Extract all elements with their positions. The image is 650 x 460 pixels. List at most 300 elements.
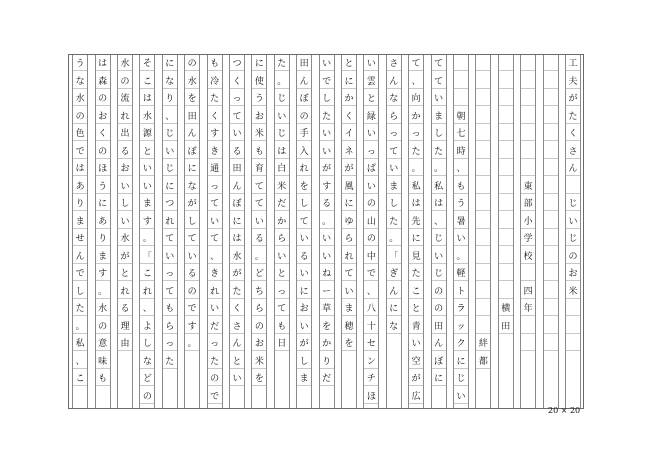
grid-cell: 田 <box>432 320 446 334</box>
grid-cell: じ <box>566 197 580 211</box>
grid-cell: く <box>230 302 244 316</box>
grid-cell: あ <box>96 215 110 229</box>
grid-cell: じ <box>432 232 446 246</box>
grid-cell: い <box>275 250 289 264</box>
grid-cell: 田 <box>499 320 513 334</box>
grid-cell: り <box>320 355 334 369</box>
grid-cell: い <box>118 215 132 229</box>
grid-cell: れ <box>163 215 177 229</box>
grid-cell: 見 <box>409 250 423 264</box>
grid-cell: い <box>320 232 334 246</box>
grid-cell <box>521 110 535 124</box>
grid-cell <box>499 250 513 264</box>
grid-cell: が <box>320 162 334 176</box>
grid-cell: は <box>96 57 110 71</box>
grid-cell: た <box>320 110 334 124</box>
grid-cell: は <box>230 232 244 246</box>
grid-cell <box>476 232 490 246</box>
grid-cell: い <box>342 285 356 299</box>
grid-cell: い <box>432 92 446 106</box>
grid-cell <box>544 215 558 229</box>
grid-cell: が <box>566 92 580 106</box>
grid-cell: 、 <box>73 355 87 369</box>
grid-cell: そ <box>140 57 154 71</box>
grid-cell: な <box>387 92 401 106</box>
grid-cell: い <box>252 215 266 229</box>
grid-cell: き <box>208 267 222 281</box>
grid-cell: と <box>140 145 154 159</box>
grid-cell: 。 <box>409 162 423 176</box>
grid-cell: の <box>566 250 580 264</box>
grid-cell: 。 <box>432 162 446 176</box>
grid-cell: と <box>118 267 132 281</box>
grid-cell: て <box>230 110 244 124</box>
grid-cell: 空 <box>409 355 423 369</box>
grid-cell <box>499 232 513 246</box>
grid-cell: る <box>230 145 244 159</box>
grid-cell: と <box>275 267 289 281</box>
grid-cell: セ <box>364 337 378 351</box>
grid-cell: た <box>387 215 401 229</box>
grid-cell: ん <box>387 75 401 89</box>
grid-cell: 米 <box>275 180 289 194</box>
grid-cell: し <box>118 197 132 211</box>
grid-cell: チ <box>364 372 378 386</box>
grid-cell: イ <box>342 127 356 141</box>
grid-cell: し <box>387 197 401 211</box>
grid-cell: い <box>297 320 311 334</box>
grid-cell: り <box>96 232 110 246</box>
grid-cell: ほ <box>96 162 110 176</box>
grid-cell: 手 <box>297 127 311 141</box>
grid-cell: が <box>185 197 199 211</box>
grid-cell: の <box>364 197 378 211</box>
grid-cell: い <box>163 250 177 264</box>
grid-cell: 。 <box>73 320 87 334</box>
grid-cell: し <box>297 197 311 211</box>
grid-cell: 白 <box>275 162 289 176</box>
grid-cell: う <box>73 57 87 71</box>
grid-cell: に <box>342 197 356 211</box>
grid-cell: て <box>432 75 446 89</box>
grid-cell: に <box>409 232 423 246</box>
grid-cell <box>476 267 490 281</box>
grid-cell: 使 <box>252 75 266 89</box>
grid-cell <box>521 320 535 334</box>
grid-cell: 私 <box>73 337 87 351</box>
grid-cell: ど <box>140 372 154 386</box>
grid-cell: 、 <box>208 250 222 264</box>
grid-cell: 米 <box>252 127 266 141</box>
grid-cell: 意 <box>96 337 110 351</box>
grid-cell: 草 <box>320 302 334 316</box>
grid-cell: お <box>297 302 311 316</box>
grid-cell: せ <box>73 232 87 246</box>
grid-cell: て <box>185 232 199 246</box>
grid-cell: で <box>73 145 87 159</box>
grid-cell: 先 <box>409 215 423 229</box>
grid-cell: ラ <box>454 302 468 316</box>
grid-cell <box>521 145 535 159</box>
grid-cell: の <box>208 372 222 386</box>
grid-cell: 中 <box>364 250 378 264</box>
grid-cell: た <box>275 57 289 71</box>
manuscript-column <box>117 55 133 408</box>
manuscript-column <box>520 55 536 408</box>
grid-cell: 校 <box>521 250 535 264</box>
grid-cell <box>476 302 490 316</box>
grid-cell: て <box>342 267 356 281</box>
grid-cell: く <box>96 127 110 141</box>
grid-cell <box>476 180 490 194</box>
grid-cell: お <box>118 162 132 176</box>
grid-cell: さ <box>566 145 580 159</box>
grid-cell: 水 <box>73 92 87 106</box>
grid-cell: い <box>297 267 311 281</box>
grid-cell: て <box>208 197 222 211</box>
grid-cell: ん <box>297 75 311 89</box>
grid-cell: れ <box>342 250 356 264</box>
grid-cell <box>499 197 513 211</box>
grid-cell <box>476 197 490 211</box>
grid-cell: の <box>297 110 311 124</box>
grid-cell: 由 <box>118 337 132 351</box>
grid-cell: ぼ <box>297 92 311 106</box>
manuscript-column <box>498 55 514 408</box>
grid-cell: ま <box>73 215 87 229</box>
grid-cell: い <box>185 250 199 264</box>
grid-cell: の <box>185 57 199 71</box>
grid-cell: ん <box>185 127 199 141</box>
grid-cell: い <box>208 215 222 229</box>
grid-cell: た <box>230 285 244 299</box>
grid-cell: い <box>364 180 378 194</box>
grid-cell: れ <box>118 285 132 299</box>
grid-cell: じ <box>566 232 580 246</box>
grid-cell <box>544 92 558 106</box>
grid-cell: だ <box>275 197 289 211</box>
grid-cell <box>476 145 490 159</box>
grid-cell: も <box>163 302 177 316</box>
grid-cell: 八 <box>364 302 378 316</box>
grid-cell: 田 <box>297 57 311 71</box>
grid-cell: 水 <box>118 232 132 246</box>
grid-cell: の <box>432 285 446 299</box>
grid-cell: す <box>320 180 334 194</box>
grid-cell: じ <box>275 92 289 106</box>
grid-cell: も <box>208 57 222 71</box>
grid-cell <box>521 162 535 176</box>
grid-cell: す <box>96 267 110 281</box>
manuscript-column <box>162 55 178 408</box>
grid-cell: 水 <box>96 302 110 316</box>
grid-cell: ら <box>387 110 401 124</box>
grid-cell: 年 <box>521 302 535 316</box>
grid-cell <box>544 232 558 246</box>
grid-cell: ど <box>252 267 266 281</box>
grid-cell <box>566 180 580 194</box>
grid-cell: 。 <box>275 75 289 89</box>
grid-cell <box>544 267 558 281</box>
grid-size-label: 20 × 20 <box>548 406 581 415</box>
grid-cell: で <box>364 267 378 281</box>
grid-cell: ぼ <box>432 355 446 369</box>
grid-cell: い <box>566 215 580 229</box>
grid-cell: と <box>342 57 356 71</box>
grid-cell: し <box>297 355 311 369</box>
grid-cell: る <box>185 267 199 281</box>
grid-cell: 米 <box>252 355 266 369</box>
grid-cell: 東 <box>521 180 535 194</box>
grid-cell: と <box>230 355 244 369</box>
grid-cell: た <box>566 110 580 124</box>
grid-cell: 時 <box>454 145 468 159</box>
grid-cell <box>521 57 535 71</box>
grid-cell: 田 <box>185 110 199 124</box>
grid-cell: い <box>364 57 378 71</box>
grid-cell: て <box>275 302 289 316</box>
grid-cell: お <box>252 337 266 351</box>
grid-cell <box>476 320 490 334</box>
grid-cell: で <box>73 267 87 281</box>
grid-cell: で <box>208 390 222 404</box>
grid-cell: 青 <box>409 320 423 334</box>
grid-cell: っ <box>163 267 177 281</box>
grid-cell: り <box>163 92 177 106</box>
grid-cell: は <box>409 197 423 211</box>
grid-cell: が <box>230 267 244 281</box>
grid-cell: も <box>252 145 266 159</box>
grid-cell: 都 <box>476 355 490 369</box>
grid-cell: に <box>163 57 177 71</box>
grid-cell: 軽 <box>454 267 468 281</box>
grid-cell <box>544 337 558 351</box>
grid-cell: ら <box>163 320 177 334</box>
grid-cell: 「 <box>140 250 154 264</box>
grid-cell <box>544 250 558 264</box>
grid-cell: を <box>185 92 199 106</box>
grid-cell: て <box>163 285 177 299</box>
grid-cell: 出 <box>118 127 132 141</box>
grid-cell: に <box>432 372 446 386</box>
grid-cell: ま <box>387 180 401 194</box>
grid-cell: 。 <box>96 285 110 299</box>
grid-cell <box>476 110 490 124</box>
manuscript-column <box>184 55 200 408</box>
manuscript-column <box>207 55 223 408</box>
grid-cell <box>454 75 468 89</box>
grid-cell: の <box>185 285 199 299</box>
grid-cell: 。 <box>454 250 468 264</box>
grid-cell: 暑 <box>454 215 468 229</box>
grid-cell: い <box>230 127 244 141</box>
grid-cell: 、 <box>364 285 378 299</box>
grid-cell: い <box>409 337 423 351</box>
grid-cell: 水 <box>185 75 199 89</box>
grid-cell: さ <box>387 57 401 71</box>
grid-cell: ん <box>566 162 580 176</box>
grid-cell: の <box>140 390 154 404</box>
manuscript-column <box>72 55 88 408</box>
grid-cell: 味 <box>96 355 110 369</box>
grid-cell: 。 <box>140 232 154 246</box>
manuscript-column <box>341 55 357 408</box>
grid-cell: ク <box>454 337 468 351</box>
grid-cell: 流 <box>118 92 132 106</box>
grid-cell: し <box>73 285 87 299</box>
grid-cell <box>454 92 468 106</box>
grid-cell <box>521 127 535 141</box>
grid-cell: な <box>140 355 154 369</box>
grid-cell: 、 <box>409 75 423 89</box>
grid-cell: ン <box>364 355 378 369</box>
grid-cell: い <box>454 390 468 404</box>
grid-cell: よ <box>140 320 154 334</box>
grid-cell: の <box>118 75 132 89</box>
grid-cell: 色 <box>73 127 87 141</box>
grid-cell: ぼ <box>230 197 244 211</box>
grid-cell: に <box>185 162 199 176</box>
grid-cell: じ <box>432 267 446 281</box>
grid-cell: ネ <box>342 145 356 159</box>
grid-cell: た <box>208 92 222 106</box>
grid-cell: 日 <box>275 337 289 351</box>
grid-cell: て <box>432 57 446 71</box>
grid-cell: ぎ <box>387 267 401 281</box>
grid-cell: 朝 <box>454 110 468 124</box>
grid-cell <box>521 92 535 106</box>
grid-cell: お <box>96 110 110 124</box>
grid-cell: る <box>252 232 266 246</box>
grid-cell: い <box>320 127 334 141</box>
grid-cell: 。 <box>185 337 199 351</box>
grid-cell: つ <box>230 57 244 71</box>
grid-cell: に <box>297 285 311 299</box>
grid-cell: じ <box>454 372 468 386</box>
grid-cell <box>544 75 558 89</box>
grid-cell: る <box>118 302 132 316</box>
grid-cell <box>476 92 490 106</box>
grid-cell: と <box>409 302 423 316</box>
grid-cell: こ <box>140 75 154 89</box>
grid-cell: 雲 <box>364 75 378 89</box>
grid-cell: う <box>96 180 110 194</box>
grid-cell: し <box>140 337 154 351</box>
grid-cell: て <box>387 145 401 159</box>
grid-cell: た <box>163 355 177 369</box>
manuscript-column <box>475 55 491 408</box>
grid-cell: ト <box>454 285 468 299</box>
grid-cell: い <box>320 250 334 264</box>
grid-cell <box>521 267 535 281</box>
grid-cell <box>544 57 558 71</box>
grid-cell: に <box>252 57 266 71</box>
grid-cell: ッ <box>454 320 468 334</box>
grid-cell <box>544 197 558 211</box>
grid-cell: 私 <box>409 180 423 194</box>
grid-cell: 「 <box>387 250 401 264</box>
grid-cell: が <box>342 162 356 176</box>
grid-cell <box>499 110 513 124</box>
grid-cell: ほ <box>364 390 378 404</box>
grid-cell: い <box>297 232 311 246</box>
grid-cell <box>476 215 490 229</box>
grid-cell: て <box>208 232 222 246</box>
grid-cell: さ <box>230 320 244 334</box>
grid-cell <box>476 250 490 264</box>
grid-cell: の <box>364 232 378 246</box>
grid-cell <box>499 145 513 159</box>
grid-cell: 、 <box>163 110 177 124</box>
grid-cell: 七 <box>454 127 468 141</box>
grid-cell: 風 <box>342 180 356 194</box>
grid-cell: は <box>432 197 446 211</box>
grid-cell: 通 <box>208 162 222 176</box>
grid-cell: 向 <box>409 92 423 106</box>
grid-cell: 理 <box>118 320 132 334</box>
grid-cell: を <box>297 180 311 194</box>
grid-cell: っ <box>364 145 378 159</box>
manuscript-column <box>251 55 267 408</box>
grid-cell: て <box>297 215 311 229</box>
grid-cell: 夫 <box>566 75 580 89</box>
grid-cell: い <box>163 145 177 159</box>
grid-cell <box>544 145 558 159</box>
grid-cell: い <box>118 180 132 194</box>
grid-cell: ま <box>140 197 154 211</box>
grid-cell <box>499 127 513 141</box>
grid-cell: れ <box>297 162 311 176</box>
manuscript-column <box>565 55 581 408</box>
grid-cell <box>544 110 558 124</box>
grid-cell: 穂 <box>342 320 356 334</box>
grid-cell: か <box>275 215 289 229</box>
grid-cell: ら <box>275 232 289 246</box>
grid-cell <box>499 162 513 176</box>
grid-cell: っ <box>163 337 177 351</box>
grid-cell: 小 <box>521 215 535 229</box>
grid-cell: じ <box>275 127 289 141</box>
grid-cell: 森 <box>96 75 110 89</box>
grid-cell <box>499 57 513 71</box>
grid-cell: く <box>230 75 244 89</box>
grid-cell: 。 <box>320 215 334 229</box>
grid-cell: 田 <box>230 162 244 176</box>
manuscript-column <box>274 55 290 408</box>
grid-cell: 源 <box>140 127 154 141</box>
grid-cell: 冷 <box>208 75 222 89</box>
grid-cell <box>521 337 535 351</box>
grid-cell: 十 <box>364 320 378 334</box>
grid-cell <box>566 320 580 334</box>
grid-cell: し <box>185 215 199 229</box>
grid-cell: い <box>320 145 334 159</box>
grid-cell: い <box>208 302 222 316</box>
manuscript-column <box>296 55 312 408</box>
manuscript-column <box>453 55 469 408</box>
grid-cell: っ <box>409 127 423 141</box>
grid-cell: き <box>208 145 222 159</box>
manuscript-column <box>95 55 111 408</box>
grid-cell: る <box>297 250 311 264</box>
grid-cell: お <box>252 110 266 124</box>
grid-cell: い <box>387 162 401 176</box>
grid-cell: 絆 <box>476 337 490 351</box>
grid-cell: 。 <box>387 232 401 246</box>
grid-cell: か <box>409 110 423 124</box>
grid-cell: な <box>185 180 199 194</box>
grid-cell: 、 <box>454 162 468 176</box>
